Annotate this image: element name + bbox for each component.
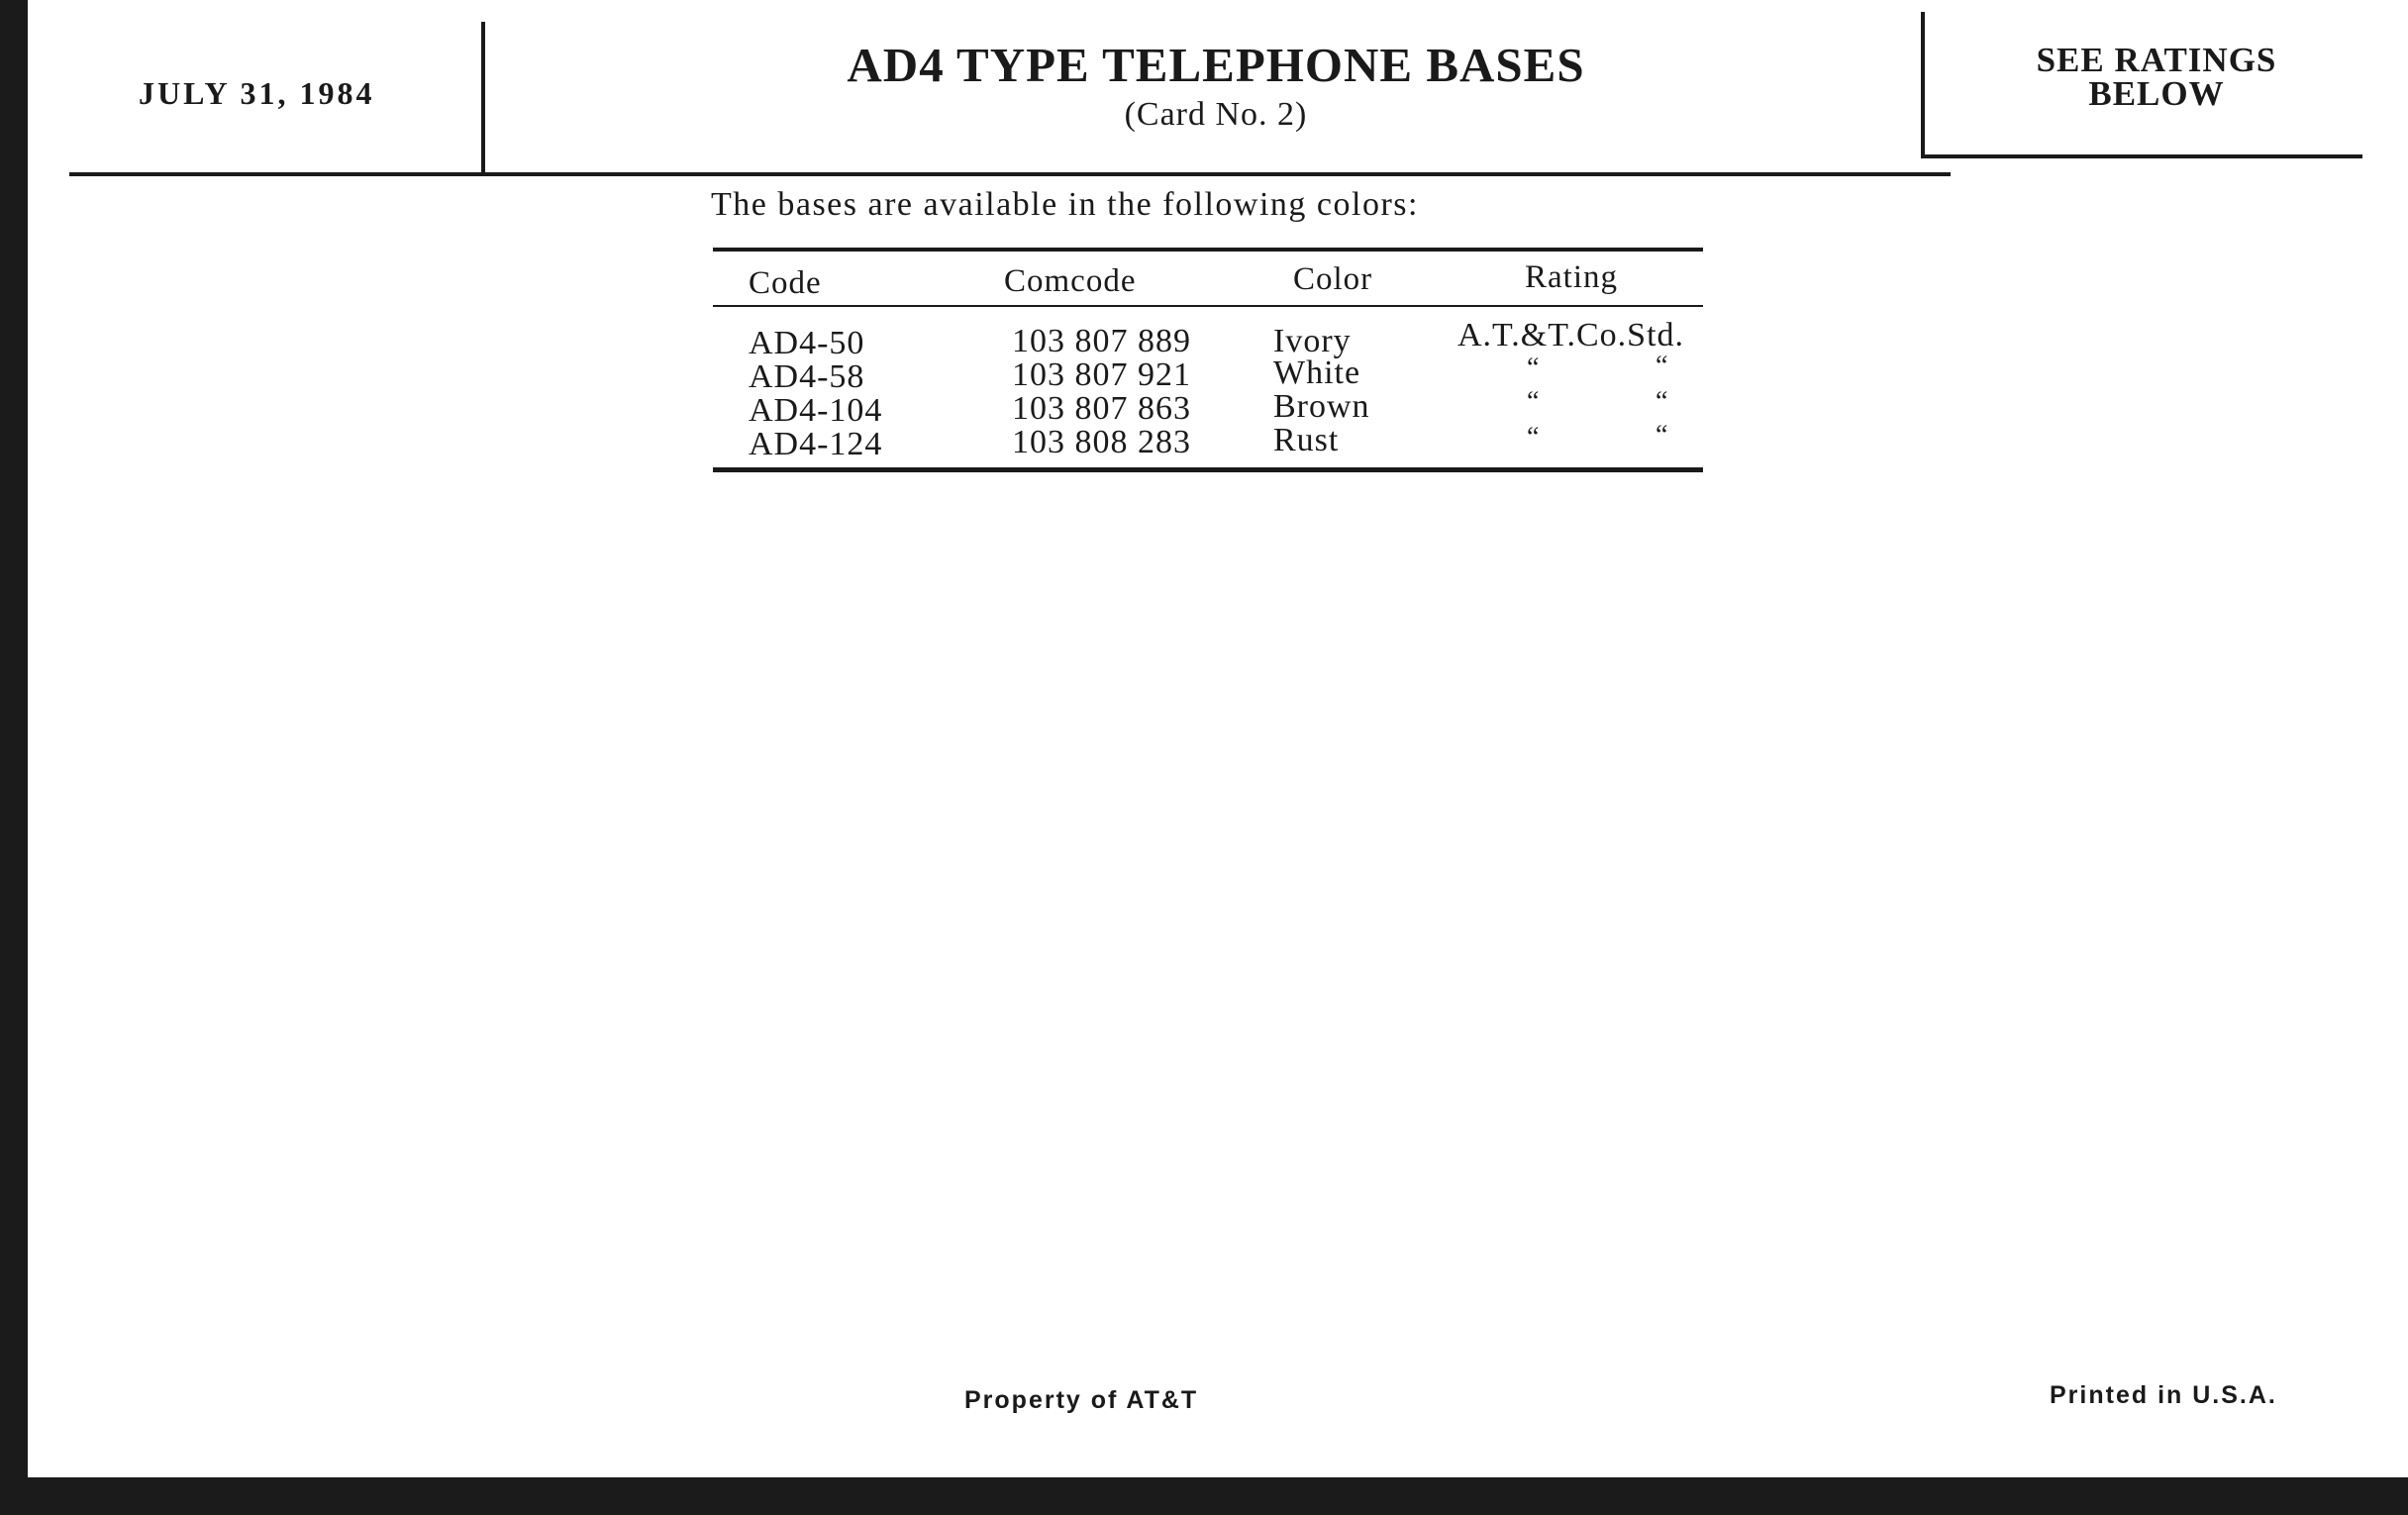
column-header-code: Code bbox=[749, 265, 822, 301]
table-cell-comcode: 103 807 921 bbox=[1012, 356, 1191, 393]
ditto-mark: “ bbox=[1527, 353, 1540, 383]
table-cell-comcode: 103 807 863 bbox=[1012, 390, 1191, 427]
card-number: (Card No. 2) bbox=[1124, 96, 1308, 133]
table-cell-comcode: 103 807 889 bbox=[1012, 323, 1191, 359]
intro-text: The bases are available in the following colors: bbox=[711, 186, 1419, 223]
ditto-mark: “ bbox=[1656, 420, 1668, 451]
ditto-mark: “ bbox=[1656, 351, 1668, 381]
ditto-mark: “ bbox=[1527, 422, 1540, 453]
page-title: AD4 TYPE TELEPHONE BASES bbox=[847, 38, 1585, 92]
table-bottom-rule bbox=[713, 467, 1703, 472]
column-header-color: Color bbox=[1293, 261, 1373, 297]
column-header-rating: Rating bbox=[1525, 259, 1618, 295]
printed-notice: Printed in U.S.A. bbox=[2050, 1381, 2277, 1409]
table-cell-code: AD4-104 bbox=[749, 392, 883, 429]
table-cell-code: AD4-124 bbox=[749, 426, 883, 462]
table-cell-code: AD4-58 bbox=[749, 358, 865, 395]
header-rule-right bbox=[1923, 154, 2362, 158]
ratings-note-line-2: BELOW bbox=[2088, 74, 2225, 113]
table-cell-color: Rust bbox=[1273, 422, 1340, 458]
property-notice: Property of AT&T bbox=[964, 1386, 1199, 1414]
table-cell-color: Ivory bbox=[1273, 323, 1352, 359]
reference-card bbox=[28, 0, 2408, 1477]
table-cell-rating: A.T.&T.Co.Std. bbox=[1457, 317, 1685, 354]
table-top-rule bbox=[713, 248, 1703, 252]
table-cell-code: AD4-50 bbox=[749, 325, 865, 361]
ditto-mark: “ bbox=[1656, 386, 1668, 417]
ratings-note bbox=[1949, 41, 2364, 113]
table-cell-color: Brown bbox=[1273, 388, 1370, 425]
table-header-rule bbox=[713, 305, 1703, 307]
table-cell-comcode: 103 808 283 bbox=[1012, 424, 1191, 460]
title-block bbox=[483, 36, 1949, 135]
header-rule bbox=[69, 172, 1951, 176]
ratings-note-line-1: SEE RATINGS bbox=[2036, 41, 2277, 79]
table-cell-color: White bbox=[1273, 354, 1361, 391]
ditto-mark: “ bbox=[1527, 386, 1540, 417]
color-table bbox=[713, 248, 1703, 477]
issue-date: JULY 31, 1984 bbox=[139, 75, 375, 111]
column-header-comcode: Comcode bbox=[1004, 263, 1137, 299]
